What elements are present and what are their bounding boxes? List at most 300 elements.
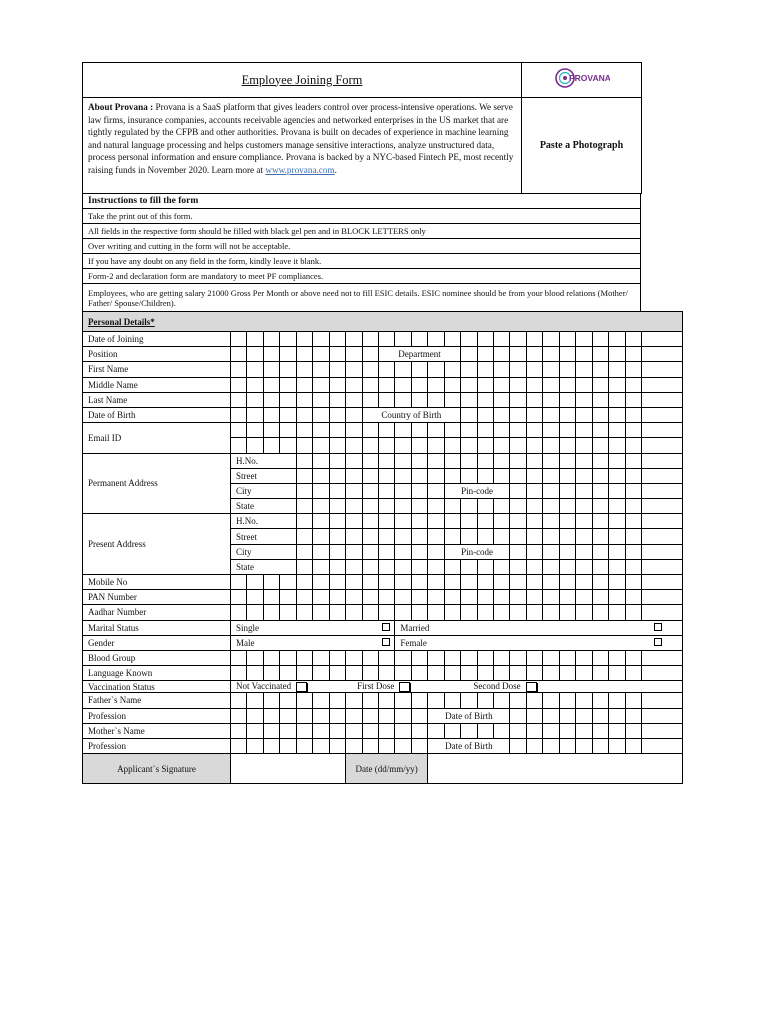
entry-box[interactable] — [313, 544, 329, 559]
entry-box[interactable] — [592, 423, 608, 438]
entry-box[interactable] — [329, 407, 345, 422]
second-dose-checkbox[interactable] — [526, 682, 537, 692]
entry-box[interactable] — [378, 468, 394, 483]
entry-box[interactable] — [477, 407, 493, 422]
entry-box[interactable] — [313, 392, 329, 407]
entry-box[interactable] — [461, 407, 477, 422]
entry-box[interactable] — [231, 362, 247, 377]
entry-box[interactable] — [559, 693, 575, 708]
entry-box[interactable] — [296, 514, 312, 529]
entry-box[interactable] — [263, 590, 279, 605]
entry-box[interactable] — [247, 392, 263, 407]
entry-box[interactable] — [526, 347, 542, 362]
entry-box[interactable] — [526, 332, 542, 347]
entry-box[interactable] — [428, 575, 444, 590]
entry-box[interactable] — [247, 650, 263, 665]
entry-box[interactable] — [494, 723, 510, 738]
entry-box[interactable] — [526, 377, 542, 392]
entry-box[interactable] — [477, 650, 493, 665]
entry-box[interactable] — [444, 559, 460, 574]
entry-box[interactable] — [559, 544, 575, 559]
entry-box[interactable] — [395, 559, 411, 574]
entry-box[interactable] — [263, 407, 279, 422]
entry-box[interactable] — [592, 650, 608, 665]
entry-box[interactable] — [559, 499, 575, 514]
entry-box[interactable] — [477, 332, 493, 347]
entry-box[interactable] — [247, 738, 263, 753]
entry-box[interactable] — [510, 544, 526, 559]
entry-box[interactable] — [543, 468, 559, 483]
entry-box[interactable] — [444, 650, 460, 665]
entry-box[interactable] — [395, 708, 411, 723]
entry-box[interactable] — [641, 529, 682, 544]
single-checkbox[interactable] — [382, 623, 390, 631]
entry-box[interactable] — [378, 332, 394, 347]
entry-box[interactable] — [313, 438, 329, 453]
entry-box[interactable] — [296, 708, 312, 723]
entry-box[interactable] — [494, 575, 510, 590]
entry-box[interactable] — [231, 377, 247, 392]
entry-box[interactable] — [280, 347, 296, 362]
entry-box[interactable] — [395, 483, 411, 498]
entry-box[interactable] — [461, 559, 477, 574]
entry-box[interactable] — [263, 666, 279, 681]
entry-box[interactable] — [592, 666, 608, 681]
entry-box[interactable] — [296, 423, 312, 438]
entry-box[interactable] — [494, 407, 510, 422]
entry-box[interactable] — [559, 362, 575, 377]
entry-box[interactable] — [411, 423, 427, 438]
entry-box[interactable] — [592, 544, 608, 559]
entry-box[interactable] — [378, 392, 394, 407]
entry-box[interactable] — [296, 529, 312, 544]
entry-box[interactable] — [461, 605, 477, 620]
entry-box[interactable] — [510, 708, 526, 723]
entry-box[interactable] — [641, 438, 682, 453]
entry-box[interactable] — [526, 544, 542, 559]
entry-box[interactable] — [378, 738, 394, 753]
entry-box[interactable] — [346, 738, 362, 753]
entry-box[interactable] — [510, 332, 526, 347]
entry-box[interactable] — [494, 693, 510, 708]
entry-box[interactable] — [296, 362, 312, 377]
entry-box[interactable] — [609, 666, 625, 681]
entry-box[interactable] — [362, 693, 378, 708]
entry-box[interactable] — [247, 575, 263, 590]
entry-box[interactable] — [444, 438, 460, 453]
entry-box[interactable] — [559, 407, 575, 422]
entry-box[interactable] — [444, 693, 460, 708]
entry-box[interactable] — [428, 605, 444, 620]
entry-box[interactable] — [461, 438, 477, 453]
entry-box[interactable] — [477, 529, 493, 544]
entry-box[interactable] — [231, 738, 247, 753]
entry-box[interactable] — [510, 559, 526, 574]
entry-box[interactable] — [494, 377, 510, 392]
entry-box[interactable] — [461, 723, 477, 738]
entry-box[interactable] — [411, 666, 427, 681]
entry-box[interactable] — [576, 468, 592, 483]
entry-box[interactable] — [641, 332, 682, 347]
entry-box[interactable] — [526, 723, 542, 738]
entry-box[interactable] — [592, 693, 608, 708]
entry-box[interactable] — [461, 362, 477, 377]
male-option[interactable] — [231, 635, 395, 650]
entry-box[interactable] — [329, 362, 345, 377]
entry-box[interactable] — [378, 423, 394, 438]
entry-box[interactable] — [296, 407, 312, 422]
entry-box[interactable] — [231, 650, 247, 665]
entry-box[interactable] — [609, 438, 625, 453]
entry-box[interactable] — [625, 377, 641, 392]
entry-box[interactable] — [411, 438, 427, 453]
entry-box[interactable] — [494, 514, 510, 529]
entry-box[interactable] — [329, 332, 345, 347]
entry-box[interactable] — [428, 499, 444, 514]
entry-box[interactable] — [346, 483, 362, 498]
entry-box[interactable] — [559, 723, 575, 738]
entry-box[interactable] — [543, 693, 559, 708]
entry-box[interactable] — [609, 423, 625, 438]
entry-box[interactable] — [247, 407, 263, 422]
entry-box[interactable] — [609, 590, 625, 605]
entry-box[interactable] — [346, 605, 362, 620]
entry-box[interactable] — [313, 708, 329, 723]
entry-box[interactable] — [296, 468, 312, 483]
entry-box[interactable] — [395, 723, 411, 738]
entry-box[interactable] — [329, 693, 345, 708]
entry-box[interactable] — [411, 708, 427, 723]
entry-box[interactable] — [313, 453, 329, 468]
date-field[interactable] — [428, 754, 683, 784]
entry-box[interactable] — [526, 559, 542, 574]
entry-box[interactable] — [641, 423, 682, 438]
entry-box[interactable] — [625, 529, 641, 544]
entry-box[interactable] — [444, 377, 460, 392]
entry-box[interactable] — [477, 499, 493, 514]
entry-box[interactable] — [378, 483, 394, 498]
entry-box[interactable] — [526, 738, 542, 753]
entry-box[interactable] — [510, 666, 526, 681]
entry-box[interactable] — [395, 575, 411, 590]
entry-box[interactable] — [494, 529, 510, 544]
entry-box[interactable] — [329, 544, 345, 559]
entry-box[interactable] — [576, 529, 592, 544]
entry-box[interactable] — [346, 575, 362, 590]
entry-box[interactable] — [543, 529, 559, 544]
entry-box[interactable] — [592, 453, 608, 468]
entry-box[interactable] — [625, 738, 641, 753]
entry-box[interactable] — [411, 453, 427, 468]
entry-box[interactable] — [576, 483, 592, 498]
entry-box[interactable] — [543, 590, 559, 605]
entry-box[interactable] — [346, 499, 362, 514]
male-checkbox[interactable] — [382, 638, 390, 646]
entry-box[interactable] — [296, 693, 312, 708]
entry-box[interactable] — [559, 453, 575, 468]
married-checkbox[interactable] — [654, 623, 662, 631]
entry-box[interactable] — [411, 575, 427, 590]
entry-box[interactable] — [494, 438, 510, 453]
entry-box[interactable] — [378, 666, 394, 681]
entry-box[interactable] — [477, 666, 493, 681]
entry-box[interactable] — [461, 590, 477, 605]
entry-box[interactable] — [641, 377, 682, 392]
entry-box[interactable] — [641, 590, 682, 605]
entry-box[interactable] — [444, 575, 460, 590]
entry-box[interactable] — [543, 438, 559, 453]
entry-box[interactable] — [609, 499, 625, 514]
entry-box[interactable] — [411, 559, 427, 574]
entry-box[interactable] — [510, 453, 526, 468]
entry-box[interactable] — [280, 723, 296, 738]
entry-box[interactable] — [576, 559, 592, 574]
entry-box[interactable] — [543, 332, 559, 347]
entry-box[interactable] — [641, 544, 682, 559]
entry-box[interactable] — [411, 483, 427, 498]
entry-box[interactable] — [247, 708, 263, 723]
entry-box[interactable] — [411, 332, 427, 347]
entry-box[interactable] — [559, 708, 575, 723]
entry-box[interactable] — [362, 590, 378, 605]
entry-box[interactable] — [263, 392, 279, 407]
entry-box[interactable] — [411, 392, 427, 407]
entry-box[interactable] — [510, 468, 526, 483]
entry-box[interactable] — [559, 738, 575, 753]
entry-box[interactable] — [378, 708, 394, 723]
entry-box[interactable] — [625, 483, 641, 498]
entry-box[interactable] — [428, 483, 444, 498]
entry-box[interactable] — [263, 693, 279, 708]
entry-box[interactable] — [510, 650, 526, 665]
entry-box[interactable] — [461, 650, 477, 665]
entry-box[interactable] — [576, 347, 592, 362]
entry-box[interactable] — [362, 529, 378, 544]
entry-box[interactable] — [576, 362, 592, 377]
entry-box[interactable] — [231, 575, 247, 590]
entry-box[interactable] — [609, 362, 625, 377]
entry-box[interactable] — [609, 693, 625, 708]
entry-box[interactable] — [231, 332, 247, 347]
entry-box[interactable] — [411, 650, 427, 665]
entry-box[interactable] — [543, 666, 559, 681]
entry-box[interactable] — [231, 407, 247, 422]
entry-box[interactable] — [526, 392, 542, 407]
entry-box[interactable] — [329, 499, 345, 514]
entry-box[interactable] — [559, 468, 575, 483]
photograph-box[interactable]: Paste a Photograph — [522, 98, 642, 194]
entry-box[interactable] — [296, 575, 312, 590]
entry-box[interactable] — [247, 377, 263, 392]
entry-box[interactable] — [395, 666, 411, 681]
entry-box[interactable] — [428, 514, 444, 529]
entry-box[interactable] — [378, 514, 394, 529]
entry-box[interactable] — [313, 590, 329, 605]
entry-box[interactable] — [625, 407, 641, 422]
entry-box[interactable] — [543, 347, 559, 362]
entry-box[interactable] — [378, 438, 394, 453]
entry-box[interactable] — [592, 723, 608, 738]
entry-box[interactable] — [609, 650, 625, 665]
entry-box[interactable] — [362, 514, 378, 529]
entry-box[interactable] — [313, 723, 329, 738]
entry-box[interactable] — [313, 423, 329, 438]
entry-box[interactable] — [313, 605, 329, 620]
entry-box[interactable] — [641, 605, 682, 620]
entry-box[interactable] — [395, 544, 411, 559]
entry-box[interactable] — [263, 423, 279, 438]
entry-box[interactable] — [510, 590, 526, 605]
entry-box[interactable] — [411, 723, 427, 738]
entry-box[interactable] — [576, 590, 592, 605]
entry-box[interactable] — [641, 575, 682, 590]
entry-box[interactable] — [247, 438, 263, 453]
entry-box[interactable] — [428, 362, 444, 377]
entry-box[interactable] — [444, 529, 460, 544]
entry-box[interactable] — [296, 392, 312, 407]
entry-box[interactable] — [428, 723, 444, 738]
entry-box[interactable] — [576, 723, 592, 738]
entry-box[interactable] — [641, 738, 682, 753]
entry-box[interactable] — [592, 575, 608, 590]
entry-box[interactable] — [247, 423, 263, 438]
entry-box[interactable] — [263, 738, 279, 753]
entry-box[interactable] — [296, 347, 312, 362]
entry-box[interactable] — [609, 392, 625, 407]
entry-box[interactable] — [526, 650, 542, 665]
entry-box[interactable] — [428, 453, 444, 468]
entry-box[interactable] — [296, 438, 312, 453]
entry-box[interactable] — [543, 514, 559, 529]
entry-box[interactable] — [576, 666, 592, 681]
entry-box[interactable] — [609, 559, 625, 574]
entry-box[interactable] — [559, 529, 575, 544]
entry-box[interactable] — [411, 590, 427, 605]
entry-box[interactable] — [231, 723, 247, 738]
entry-box[interactable] — [329, 650, 345, 665]
entry-box[interactable] — [526, 693, 542, 708]
entry-box[interactable] — [543, 605, 559, 620]
entry-box[interactable] — [543, 544, 559, 559]
entry-box[interactable] — [444, 362, 460, 377]
entry-box[interactable] — [346, 407, 362, 422]
entry-box[interactable] — [592, 407, 608, 422]
entry-box[interactable] — [313, 529, 329, 544]
entry-box[interactable] — [494, 468, 510, 483]
entry-box[interactable] — [625, 708, 641, 723]
entry-box[interactable] — [231, 392, 247, 407]
entry-box[interactable] — [428, 559, 444, 574]
entry-box[interactable] — [625, 438, 641, 453]
entry-box[interactable] — [625, 544, 641, 559]
entry-box[interactable] — [263, 708, 279, 723]
entry-box[interactable] — [263, 377, 279, 392]
entry-box[interactable] — [395, 529, 411, 544]
entry-box[interactable] — [444, 514, 460, 529]
entry-box[interactable] — [625, 362, 641, 377]
entry-box[interactable] — [559, 590, 575, 605]
entry-box[interactable] — [641, 693, 682, 708]
entry-box[interactable] — [362, 723, 378, 738]
entry-box[interactable] — [592, 392, 608, 407]
entry-box[interactable] — [329, 559, 345, 574]
entry-box[interactable] — [362, 575, 378, 590]
entry-box[interactable] — [494, 605, 510, 620]
first-dose-checkbox[interactable] — [399, 682, 410, 692]
entry-box[interactable] — [559, 423, 575, 438]
entry-box[interactable] — [362, 650, 378, 665]
entry-box[interactable] — [428, 529, 444, 544]
entry-box[interactable] — [494, 453, 510, 468]
entry-box[interactable] — [444, 605, 460, 620]
entry-box[interactable] — [395, 590, 411, 605]
entry-box[interactable] — [592, 708, 608, 723]
entry-box[interactable] — [477, 438, 493, 453]
entry-box[interactable] — [329, 468, 345, 483]
entry-box[interactable] — [641, 499, 682, 514]
entry-box[interactable] — [231, 590, 247, 605]
entry-box[interactable] — [576, 392, 592, 407]
entry-box[interactable] — [625, 666, 641, 681]
entry-box[interactable] — [362, 453, 378, 468]
entry-box[interactable] — [461, 529, 477, 544]
entry-box[interactable] — [428, 438, 444, 453]
entry-box[interactable] — [543, 392, 559, 407]
entry-box[interactable] — [641, 468, 682, 483]
entry-box[interactable] — [346, 544, 362, 559]
entry-box[interactable] — [329, 723, 345, 738]
entry-box[interactable] — [592, 332, 608, 347]
entry-box[interactable] — [378, 650, 394, 665]
entry-box[interactable] — [296, 559, 312, 574]
entry-box[interactable] — [576, 708, 592, 723]
entry-box[interactable] — [395, 499, 411, 514]
entry-box[interactable] — [625, 605, 641, 620]
entry-box[interactable] — [641, 347, 682, 362]
entry-box[interactable] — [592, 468, 608, 483]
entry-box[interactable] — [362, 392, 378, 407]
entry-box[interactable] — [592, 438, 608, 453]
entry-box[interactable] — [526, 529, 542, 544]
entry-box[interactable] — [263, 650, 279, 665]
entry-box[interactable] — [461, 514, 477, 529]
entry-box[interactable] — [510, 499, 526, 514]
entry-box[interactable] — [641, 514, 682, 529]
entry-box[interactable] — [313, 377, 329, 392]
entry-box[interactable] — [477, 723, 493, 738]
entry-box[interactable] — [559, 559, 575, 574]
entry-box[interactable] — [329, 575, 345, 590]
entry-box[interactable] — [510, 483, 526, 498]
entry-box[interactable] — [461, 377, 477, 392]
entry-box[interactable] — [395, 332, 411, 347]
entry-box[interactable] — [592, 362, 608, 377]
entry-box[interactable] — [592, 590, 608, 605]
entry-box[interactable] — [477, 362, 493, 377]
entry-box[interactable] — [477, 453, 493, 468]
entry-box[interactable] — [641, 362, 682, 377]
entry-box[interactable] — [296, 544, 312, 559]
entry-box[interactable] — [263, 723, 279, 738]
entry-box[interactable] — [313, 575, 329, 590]
entry-box[interactable] — [641, 723, 682, 738]
entry-box[interactable] — [362, 468, 378, 483]
entry-box[interactable] — [263, 605, 279, 620]
entry-box[interactable] — [362, 605, 378, 620]
entry-box[interactable] — [444, 666, 460, 681]
entry-box[interactable] — [592, 483, 608, 498]
entry-box[interactable] — [411, 514, 427, 529]
